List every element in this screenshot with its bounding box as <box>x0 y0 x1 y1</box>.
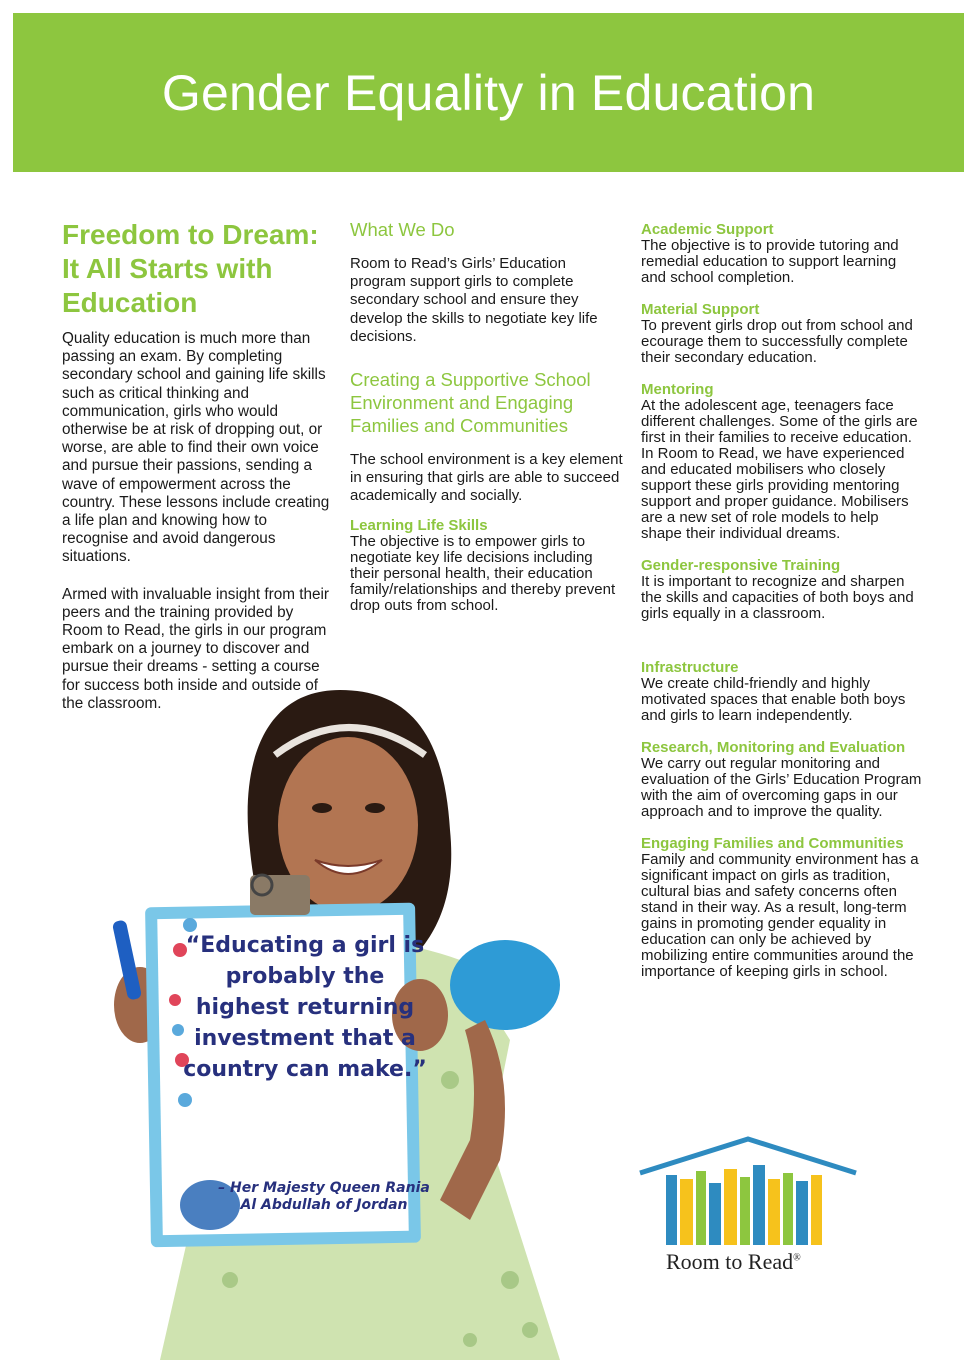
whiteboard-quote: “Educating a girl is probably the highest returning investment that a country can make.” <box>183 933 427 1082</box>
programs-column <box>641 222 923 996</box>
logo-book <box>796 1181 808 1245</box>
program-item <box>641 382 923 542</box>
program-body: To prevent girls drop out from school and ecourage them to successfully complete their secondary education. <box>641 317 913 366</box>
program-item <box>641 660 923 724</box>
program-title: Material Support <box>641 301 760 318</box>
intro-paragraph-1: Quality education is much more than passing an exam. By completing secondary school and gaining life skills such as critical thinking and communication, girls who would otherwise be at risk of dropping out, or worse, are able to find their own voice and pursue their passions, sending a wave of empowerment across the country. These lessons include creating a life plan and knowing how to recognise and avoid dangerous situations. <box>62 330 330 566</box>
program-title: Academic Support <box>641 221 774 238</box>
logo-book <box>740 1177 750 1245</box>
pen-shape <box>112 919 142 1000</box>
logo-book <box>680 1179 693 1245</box>
program-item <box>641 740 923 820</box>
quote-attribution: – Her Majesty Queen Rania Al Abdullah of Jordan <box>218 1180 430 1213</box>
supportive-heading: Creating a Supportive School Environment and Engaging Families and Communities <box>350 369 591 437</box>
supportive-body: The school environment is a key element in ensuring that girls are able to succeed academically and socially. <box>350 451 623 505</box>
program-title: Infrastructure <box>641 659 739 676</box>
logo-book <box>666 1175 677 1245</box>
intro-column <box>62 218 337 732</box>
logo-wordmark <box>666 1249 801 1275</box>
life-skills-body: The objective is to empower girls to negotiate key life decisions including their personal health, their education family/relationships and thereby prevent drop outs from school. <box>350 532 616 614</box>
intro-heading: Freedom to Dream: It All Starts with Education <box>62 219 319 318</box>
logo-book <box>768 1179 780 1245</box>
program-item <box>641 302 923 366</box>
program-title: Research, Monitoring and Evaluation <box>641 739 906 756</box>
left-eye <box>312 803 332 813</box>
what-we-do-body: Room to Read’s Girls’ Education program support girls to complete secondary school and ensure they develop the skills to negotiate key life decisions. <box>350 255 598 345</box>
logo-book <box>709 1183 721 1245</box>
program-item <box>641 222 923 286</box>
logo-book <box>724 1169 737 1245</box>
program-body: We create child-friendly and highly motivated spaces that enable both boys and girls to learn independently. <box>641 675 906 724</box>
title-banner <box>13 13 964 172</box>
program-title: Gender-responsive Training <box>641 557 841 574</box>
program-body: We carry out regular monitoring and evaluation of the Girls’ Education Program with the aim of overcoming gaps in our approach and to improve the quality. <box>641 755 922 820</box>
sleeve-shape <box>450 940 560 1030</box>
right-eye <box>365 803 385 813</box>
program-body: Family and community environment has a significant impact on girls as tradition, cultural bias and safety concerns often stand in their way. As a result, long-term gains in promoting gender equality in education can only be achieved by mobilizing entire communities around the importance of keeping girls in school. <box>641 851 919 980</box>
life-skills-title: Learning Life Skills <box>350 516 488 534</box>
program-body: At the adolescent age, teenagers face different challenges. Some of the girls are first in their families to receive education. In Room to Read, we have experienced and educated mobilisers who closely support these girls providing mentoring support and proper guidance. Mobilisers are a new set of role models to help shape their individual dreams. <box>641 397 918 542</box>
logo-book <box>753 1165 765 1245</box>
program-title: Engaging Families and Communities <box>641 835 904 852</box>
logo-book <box>783 1173 793 1245</box>
logo-book <box>696 1171 706 1245</box>
logo-book <box>811 1175 822 1245</box>
page-title: Gender Equality in Education <box>161 64 816 121</box>
what-we-do-heading: What We Do <box>350 219 455 240</box>
what-we-do-column <box>350 218 625 614</box>
program-title: Mentoring <box>641 381 714 398</box>
intro-paragraph-2: Armed with invaluable insight from their peers and the training provided by Room to Read, the girls in our program embark on a journey to discover and pursue their dreams - setting a course for success both inside and outside of the classroom. <box>62 585 329 712</box>
logo-roof <box>640 1139 856 1173</box>
program-item <box>641 836 923 980</box>
registered-mark: ® <box>793 1252 801 1264</box>
program-body: The objective is to provide tutoring and remedial education to support learning and school completion. <box>641 237 899 286</box>
program-body: It is important to recognize and sharpen the skills and capacities of both boys and girls equally in a classroom. <box>641 573 914 622</box>
logo-name: Room to Read <box>666 1249 794 1274</box>
program-item <box>641 558 923 622</box>
